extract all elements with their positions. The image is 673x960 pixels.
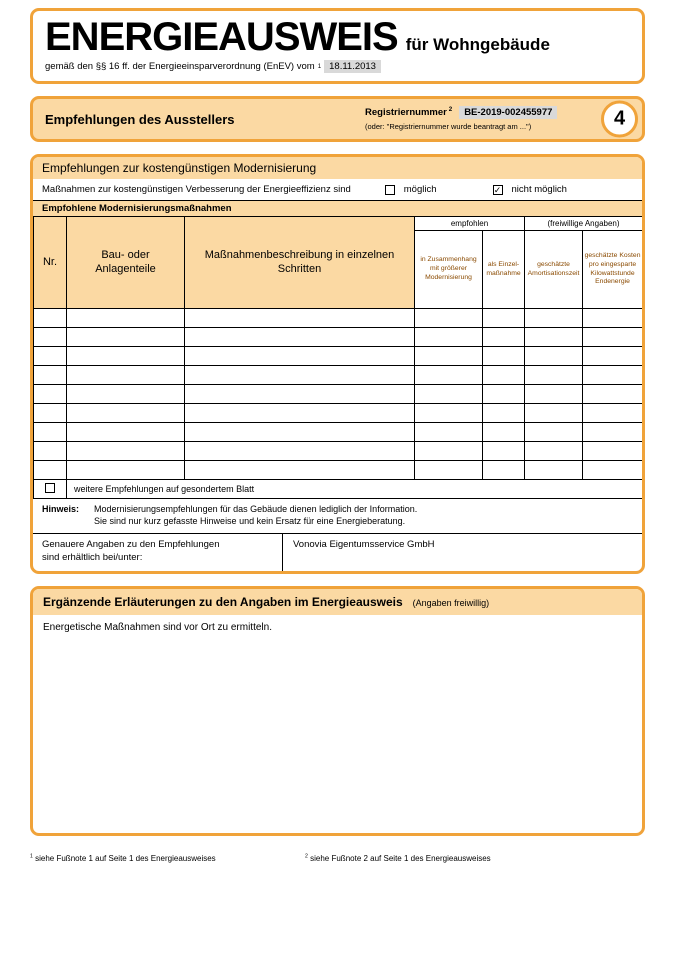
contact-value: Vonovia Eigentumsservice GmbH [293, 539, 435, 551]
modernization-table [33, 216, 643, 499]
empty-measure-row [34, 385, 643, 404]
empty-measure-cell [483, 366, 525, 385]
empty-measure-cell [525, 309, 583, 328]
empty-measure-cell [483, 423, 525, 442]
footnote-1-marker: 1 [30, 853, 33, 860]
registry-block [365, 106, 557, 131]
hint-row [33, 499, 642, 533]
empty-measure-row [34, 442, 643, 461]
empty-measure-cell [415, 366, 483, 385]
empty-measure-cell [67, 328, 185, 347]
empty-measure-cell [34, 309, 67, 328]
checkbox-possible[interactable] [385, 185, 395, 195]
empty-measure-row [34, 423, 643, 442]
empty-measure-cell [415, 423, 483, 442]
empty-measure-cell [525, 366, 583, 385]
empty-measure-cell [525, 347, 583, 366]
empty-measure-cell [525, 423, 583, 442]
col-header-nr: Nr. [34, 217, 67, 309]
registry-label-text: Registriernummer [365, 107, 447, 118]
col-header-with-modernization: in Zusammenhang mit größerer Modernisierung [415, 231, 483, 309]
empty-measure-cell [483, 461, 525, 480]
empty-measure-cell [583, 328, 643, 347]
registry-value: BE-2019-002455977 [459, 106, 557, 119]
footnote-2-marker: 2 [305, 853, 308, 860]
modernization-table-body [34, 309, 643, 480]
hint-line-2: Sie sind nur kurz gefasste Hinweise und kein Ersatz für eine Energieberatung. [94, 515, 406, 526]
col-header-single-measure: als Einzelmaßnahme [483, 231, 525, 309]
more-recommendations-label: weitere Empfehlungen auf gesondertem Blatt [67, 480, 643, 499]
efficiency-statement-row [33, 179, 642, 201]
page-number: 4 [613, 107, 626, 130]
empty-measure-cell [525, 461, 583, 480]
empty-measure-cell [67, 442, 185, 461]
empty-measure-row [34, 328, 643, 347]
empty-measure-cell [67, 404, 185, 423]
title-line [45, 15, 630, 59]
checkbox-not-possible[interactable]: ✓ [493, 184, 502, 195]
empty-measure-cell [34, 328, 67, 347]
empty-measure-cell [483, 442, 525, 461]
empty-measure-cell [525, 442, 583, 461]
group-header-voluntary: (freiwillige Angaben) [525, 217, 643, 231]
footnotes [30, 854, 643, 863]
empty-measure-row [34, 366, 643, 385]
empty-measure-cell [415, 385, 483, 404]
hint-label: Hinweis: [42, 504, 80, 514]
empty-measure-cell [185, 442, 415, 461]
empty-measure-cell [67, 309, 185, 328]
empty-measure-cell [185, 366, 415, 385]
modernization-box [30, 154, 645, 574]
page-number-badge [601, 101, 638, 138]
remarks-content: Energetische Maßnahmen sind vor Ort zu ermitteln. [43, 622, 272, 634]
empty-measure-cell [34, 423, 67, 442]
empty-measure-cell [185, 404, 415, 423]
empty-measure-cell [185, 309, 415, 328]
col-header-amortization: geschätzte Amortisationszeit [525, 231, 583, 309]
remarks-title-strip [33, 589, 642, 615]
contact-row [33, 533, 642, 571]
empty-measure-cell [185, 461, 415, 480]
empty-measure-row [34, 347, 643, 366]
empty-measure-cell [67, 385, 185, 404]
empty-measure-row [34, 461, 643, 480]
hint-line-1: Modernisierungsempfehlungen für das Gebäude dienen lediglich der Information. [94, 504, 418, 514]
empty-measure-cell [583, 404, 643, 423]
empty-measure-cell [185, 385, 415, 404]
empty-measure-cell [185, 328, 415, 347]
efficiency-statement: Maßnahmen zur kostengünstigen Verbesserung der Energieeffizienz sind [42, 184, 351, 195]
contact-label [33, 534, 283, 571]
col-header-component: Bau- oder Anlagenteile [67, 217, 185, 309]
col-header-description: Maßnahmenbeschreibung in einzelnen Schritten [185, 217, 415, 309]
more-recommendations-checkbox-cell [34, 480, 67, 499]
contact-label-line-1: Genauere Angaben zu den Empfehlungen [42, 539, 220, 551]
empty-measure-cell [483, 309, 525, 328]
footnote-2-text: siehe Fußnote 2 auf Seite 1 des Energieausweises [310, 854, 491, 864]
remarks-title: Ergänzende Erläuterungen zu den Angaben im Energieausweis [43, 595, 403, 610]
enev-date: 18.11.2013 [324, 60, 381, 73]
remarks-box [30, 586, 645, 836]
more-recommendations-row [34, 480, 643, 499]
header-box [30, 8, 645, 84]
empty-measure-cell [483, 328, 525, 347]
modernization-title: Empfehlungen zur kostengünstigen Modernisierung [33, 157, 642, 179]
footnote-2 [305, 854, 491, 863]
empty-measure-cell [483, 347, 525, 366]
document-title: ENERGIEAUSWEIS [45, 15, 398, 59]
empty-measure-cell [185, 423, 415, 442]
empty-measure-cell [583, 309, 643, 328]
empty-measure-cell [34, 385, 67, 404]
empty-measure-cell [415, 442, 483, 461]
label-possible: möglich [403, 184, 437, 195]
empty-measure-cell [525, 385, 583, 404]
footnote-1-text: siehe Fußnote 1 auf Seite 1 des Energieausweises [35, 854, 216, 864]
footnote-marker-2: 2 [448, 105, 453, 113]
subtitle-text: gemäß den §§ 16 ff. der Energieeinsparverordnung (EnEV) vom [45, 61, 315, 72]
section-title: Empfehlungen des Ausstellers [45, 111, 235, 127]
empty-measure-cell [583, 347, 643, 366]
checkbox-more-recommendations[interactable] [45, 483, 55, 493]
empty-measure-cell [583, 423, 643, 442]
empty-measure-cell [583, 461, 643, 480]
empty-measure-cell [67, 423, 185, 442]
empty-measure-cell [67, 461, 185, 480]
empty-measure-cell [67, 366, 185, 385]
empty-measure-cell [483, 385, 525, 404]
empty-measure-cell [34, 442, 67, 461]
empty-measure-cell [415, 404, 483, 423]
empty-measure-row [34, 404, 643, 423]
empty-measure-row [34, 309, 643, 328]
empty-measure-cell [415, 309, 483, 328]
empty-measure-cell [525, 328, 583, 347]
col-header-cost: geschätzte Kosten pro eingesparte Kilowattstunde Endenergie [583, 231, 643, 309]
empty-measure-cell [525, 404, 583, 423]
empty-measure-cell [34, 461, 67, 480]
table-title: Empfohlene Modernisierungsmaßnahmen [33, 201, 642, 216]
registry-line [365, 106, 557, 119]
contact-label-line-2: sind erhältlich bei/unter: [42, 552, 143, 564]
registry-label [365, 107, 452, 118]
empty-measure-cell [583, 442, 643, 461]
empty-measure-cell [415, 328, 483, 347]
label-not-possible: nicht möglich [511, 184, 567, 195]
group-header-recommended: empfohlen [415, 217, 525, 231]
empty-measure-cell [185, 347, 415, 366]
empty-measure-cell [34, 347, 67, 366]
empty-measure-cell [415, 347, 483, 366]
empty-measure-cell [483, 404, 525, 423]
empty-measure-cell [34, 404, 67, 423]
remarks-title-note: (Angaben freiwillig) [412, 598, 490, 609]
footnote-1 [30, 854, 305, 863]
empty-measure-cell [67, 347, 185, 366]
hint-text [94, 504, 633, 527]
registry-note: (oder: "Registriernummer wurde beantragt am ...") [365, 122, 532, 131]
section-header-bar [30, 96, 645, 142]
document-title-suffix: für Wohngebäude [405, 35, 550, 54]
empty-measure-cell [583, 385, 643, 404]
empty-measure-cell [583, 366, 643, 385]
empty-measure-cell [415, 461, 483, 480]
empty-measure-cell [34, 366, 67, 385]
document-subtitle: gemäß den §§ 16 ff. der Energieeinsparverordnung (EnEV) vom 1 18.11.2013 [45, 60, 630, 73]
